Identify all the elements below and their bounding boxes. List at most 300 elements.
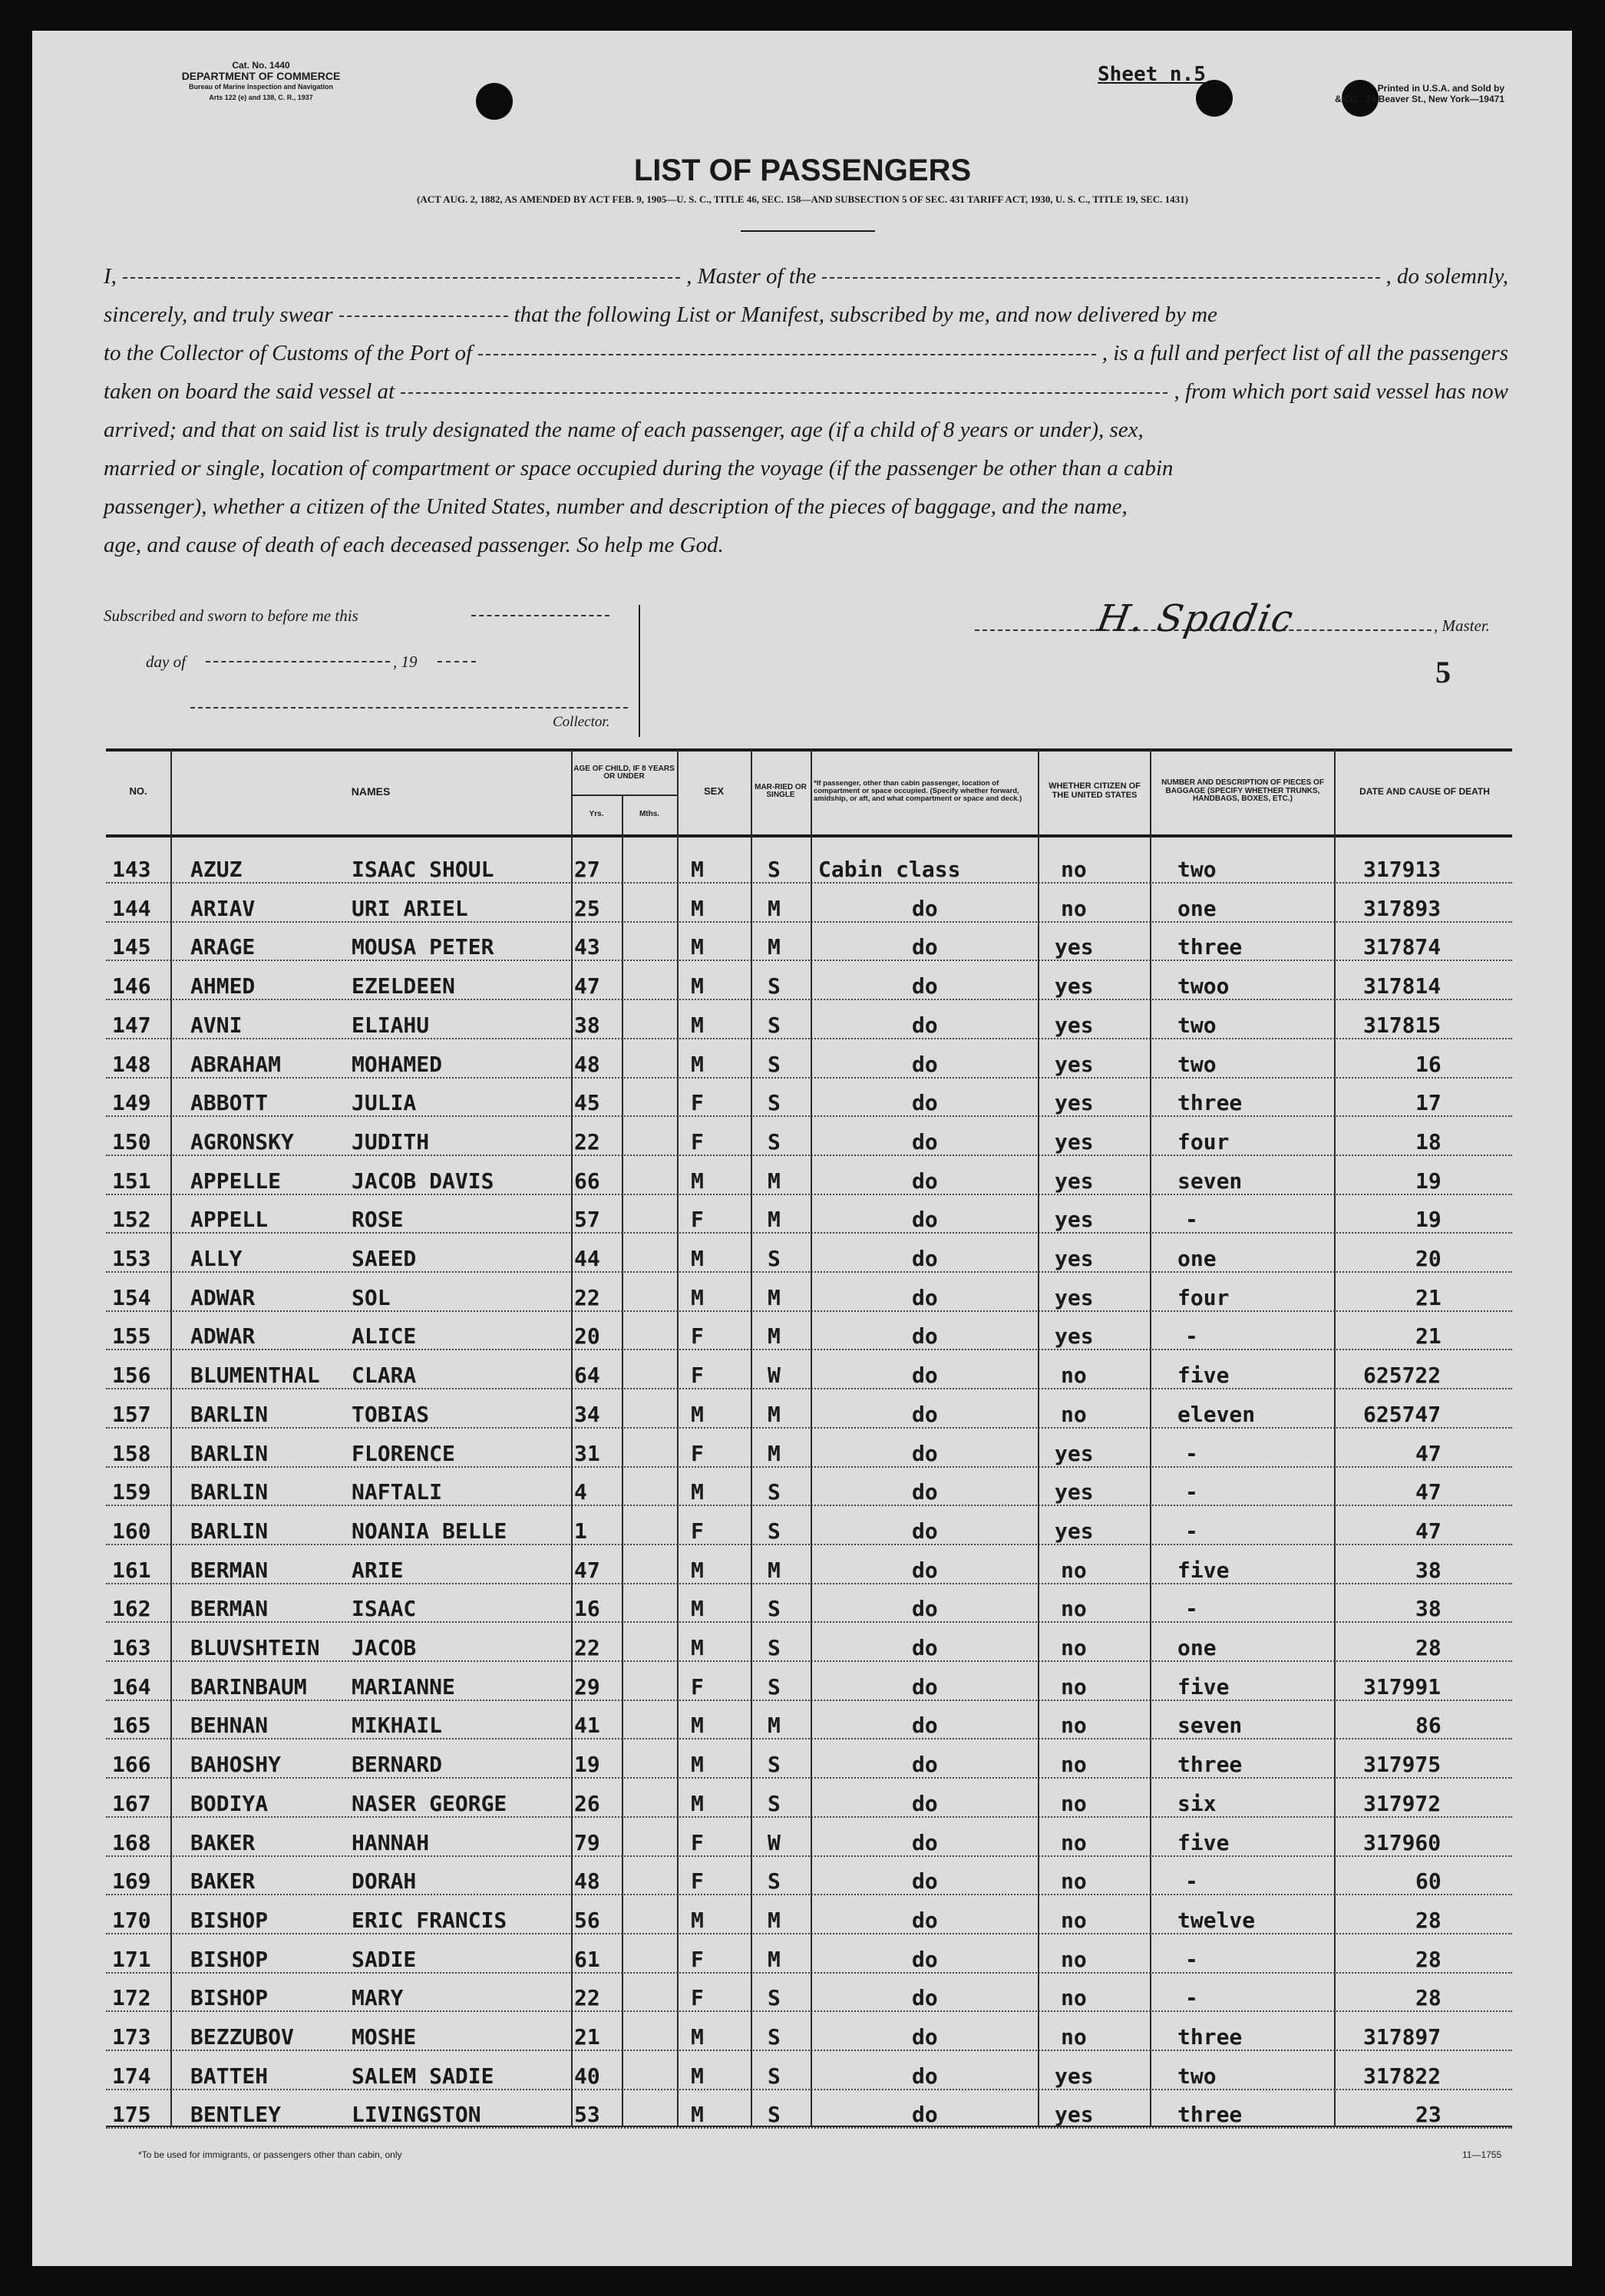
row-rule (106, 2089, 1512, 2090)
blank-field (471, 615, 609, 616)
cell-marital-status: M (768, 896, 781, 921)
cell-row-number: 162 (112, 1596, 151, 1621)
cell-death-record: 23 (1415, 2102, 1442, 2127)
cell-surname: ALLY (190, 1246, 243, 1271)
cell-marital-status: M (768, 1441, 781, 1466)
table-row (106, 1634, 1512, 1665)
row-rule (106, 1816, 1512, 1818)
cell-baggage: four (1177, 1129, 1230, 1155)
cell-given-names: BERNARD (352, 1752, 443, 1777)
cell-sex: M (691, 1596, 704, 1621)
table-row (106, 2023, 1512, 2054)
printer-line: Printed in U.S.A. and Sold by (1377, 83, 1504, 94)
cell-age: 66 (574, 1168, 600, 1194)
cell-sex: F (691, 1947, 704, 1972)
cell-compartment: do (912, 2063, 938, 2089)
cell-citizen: no (1061, 2024, 1087, 2050)
cell-row-number: 159 (112, 1479, 151, 1505)
table-row (106, 1440, 1512, 1471)
cell-citizen: yes (1055, 1246, 1094, 1271)
cell-surname: BERMAN (190, 1596, 269, 1621)
cell-surname: BARLIN (190, 1518, 269, 1544)
cell-surname: BAHOSHY (190, 1752, 282, 1777)
row-rule (106, 1855, 1512, 1857)
cell-baggage: three (1177, 2024, 1243, 2050)
table-row (106, 1206, 1512, 1237)
cell-compartment: do (912, 1013, 938, 1038)
cell-marital-status: M (768, 1207, 781, 1232)
cell-compartment: do (912, 1674, 938, 1700)
cell-baggage: five (1177, 1830, 1230, 1855)
blank-field (339, 315, 508, 317)
cell-surname: ADWAR (190, 1285, 256, 1310)
catalog-number: Cat. No. 1440 (232, 60, 290, 71)
subscribed-text: Subscribed and sworn to before me this (104, 606, 358, 625)
cell-death-record: 625747 (1363, 1402, 1442, 1427)
table-row (106, 1012, 1512, 1042)
table-row (106, 1946, 1512, 1977)
cell-given-names: HANNAH (352, 1830, 430, 1855)
cell-row-number: 147 (112, 1013, 151, 1038)
cell-surname: AHMED (190, 973, 256, 999)
cell-given-names: URI ARIEL (352, 896, 468, 921)
cell-sex: M (691, 1402, 704, 1427)
oath-text: to the Collector of Customs of the Port of (104, 341, 473, 365)
table-row (106, 1401, 1512, 1432)
cell-surname: APPELLE (190, 1168, 282, 1194)
cell-baggage: three (1177, 1090, 1243, 1115)
cell-given-names: JUDITH (352, 1129, 430, 1155)
table-border (106, 834, 1512, 837)
cell-sex: M (691, 1013, 704, 1038)
cell-given-names: ARIE (352, 1558, 404, 1583)
header-age-group: AGE OF CHILD, IF 8 YEARS OR UNDER (573, 764, 675, 781)
cell-marital-status: S (768, 2102, 781, 2127)
cell-row-number: 157 (112, 1402, 151, 1427)
cell-citizen: no (1061, 1558, 1087, 1583)
cell-baggage: two (1177, 1013, 1217, 1038)
cell-given-names: ROSE (352, 1207, 404, 1232)
cell-sex: M (691, 1558, 704, 1583)
cell-baggage: - (1185, 1985, 1198, 2010)
header-citizen: WHETHER CITIZEN OF THE UNITED STATES (1049, 781, 1141, 800)
oath-text: I, (104, 264, 117, 289)
cell-baggage: - (1185, 1207, 1198, 1232)
cell-compartment: do (912, 1518, 938, 1544)
row-rule (106, 1155, 1512, 1156)
cell-baggage: - (1185, 1947, 1198, 1972)
cell-age: 34 (574, 1402, 600, 1427)
cell-sex: M (691, 2102, 704, 2127)
cell-age: 16 (574, 1596, 600, 1621)
blank-field (478, 354, 1096, 355)
cell-citizen: yes (1055, 1090, 1094, 1115)
cell-sex: M (691, 1285, 704, 1310)
cell-age: 44 (574, 1246, 600, 1271)
cell-given-names: SALEM SADIE (352, 2063, 494, 2089)
day-of-label: day of (146, 652, 186, 671)
row-rule (106, 1077, 1512, 1079)
cell-surname: BLUVSHTEIN (190, 1635, 320, 1660)
cell-sex: F (691, 1518, 704, 1544)
cell-marital-status: M (768, 1713, 781, 1738)
cell-marital-status: M (768, 1402, 781, 1427)
cell-baggage: one (1177, 1635, 1217, 1660)
cell-age: 40 (574, 2063, 600, 2089)
cell-compartment: do (912, 1830, 938, 1855)
cell-baggage: - (1185, 1596, 1198, 1621)
cell-citizen: no (1061, 1908, 1087, 1933)
cell-compartment: do (912, 1246, 938, 1271)
table-row (106, 1245, 1512, 1276)
row-rule (106, 1894, 1512, 1895)
cell-sex: F (691, 1441, 704, 1466)
cell-sex: M (691, 896, 704, 921)
cell-age: 79 (574, 1830, 600, 1855)
cell-age: 56 (574, 1908, 600, 1933)
cell-compartment: do (912, 1752, 938, 1777)
cell-compartment: do (912, 1363, 938, 1388)
cell-age: 41 (574, 1713, 600, 1738)
cell-row-number: 163 (112, 1635, 151, 1660)
cell-death-record: 21 (1415, 1323, 1442, 1349)
cell-death-record: 38 (1415, 1558, 1442, 1583)
cell-given-names: TOBIAS (352, 1402, 430, 1427)
cell-citizen: yes (1055, 1129, 1094, 1155)
cell-age: 22 (574, 1285, 600, 1310)
cell-sex: M (691, 2024, 704, 2050)
cell-given-names: SADIE (352, 1947, 417, 1972)
cell-death-record: 17 (1415, 1090, 1442, 1115)
cell-age: 19 (574, 1752, 600, 1777)
cell-baggage: eleven (1177, 1402, 1256, 1427)
cell-compartment: do (912, 1090, 938, 1115)
cell-citizen: yes (1055, 1052, 1094, 1077)
row-rule (106, 1427, 1512, 1429)
cell-death-record: 317822 (1363, 2063, 1442, 2089)
row-rule (106, 1388, 1512, 1389)
blank-field (206, 661, 390, 662)
cell-given-names: NOANIA BELLE (352, 1518, 507, 1544)
cell-death-record: 19 (1415, 1168, 1442, 1194)
oath-text: , do solemnly, (1385, 264, 1509, 289)
cell-row-number: 173 (112, 2024, 151, 2050)
cell-row-number: 158 (112, 1441, 151, 1466)
cell-marital-status: S (768, 1246, 781, 1271)
cell-baggage: one (1177, 1246, 1217, 1271)
cell-surname: AVNI (190, 1013, 243, 1038)
cell-surname: BEZZUBOV (190, 2024, 294, 2050)
cell-death-record: 20 (1415, 1246, 1442, 1271)
cell-row-number: 171 (112, 1947, 151, 1972)
cell-baggage: one (1177, 896, 1217, 921)
table-row (106, 1868, 1512, 1898)
cell-death-record: 38 (1415, 1596, 1442, 1621)
oath-text: sincerely, and truly swear (104, 302, 333, 327)
cell-age: 26 (574, 1791, 600, 1816)
cell-baggage: twoo (1177, 973, 1230, 999)
cell-sex: F (691, 1868, 704, 1894)
blank-field (123, 277, 680, 279)
cell-age: 21 (574, 2024, 600, 2050)
cell-marital-status: S (768, 1479, 781, 1505)
cell-marital-status: M (768, 1908, 781, 1933)
table-row (106, 1790, 1512, 1821)
cell-row-number: 148 (112, 1052, 151, 1077)
cell-compartment: do (912, 1168, 938, 1194)
department-name: DEPARTMENT OF COMMERCE (181, 70, 341, 82)
cell-compartment: do (912, 934, 938, 960)
row-rule (106, 999, 1512, 1000)
cell-row-number: 155 (112, 1323, 151, 1349)
cell-sex: M (691, 1791, 704, 1816)
collector-label: Collector. (553, 714, 610, 730)
table-row (106, 1518, 1512, 1548)
cell-citizen: yes (1055, 1285, 1094, 1310)
cell-sex: M (691, 1479, 704, 1505)
cell-row-number: 174 (112, 2063, 151, 2089)
cell-row-number: 160 (112, 1518, 151, 1544)
cell-death-record: 86 (1415, 1713, 1442, 1738)
year-label: , 19 (393, 652, 418, 671)
cell-death-record: 317815 (1363, 1013, 1442, 1038)
oath-text: that the following List or Manifest, subscribed by me, and now delivered by me (514, 302, 1217, 327)
cell-citizen: no (1061, 1868, 1087, 1894)
cell-marital-status: S (768, 1596, 781, 1621)
row-rule (106, 1972, 1512, 1974)
cell-baggage: seven (1177, 1713, 1243, 1738)
row-rule (106, 1583, 1512, 1584)
cell-given-names: MARY (352, 1985, 404, 2010)
table-row (106, 2101, 1512, 2132)
cell-age: 61 (574, 1947, 600, 1972)
cell-row-number: 175 (112, 2102, 151, 2127)
cell-baggage: two (1177, 2063, 1217, 2089)
cell-marital-status: S (768, 2024, 781, 2050)
cell-sex: M (691, 1752, 704, 1777)
row-rule (106, 2127, 1512, 2129)
cell-compartment: do (912, 1323, 938, 1349)
cell-death-record: 317960 (1363, 1830, 1442, 1855)
cell-compartment: do (912, 1558, 938, 1583)
row-rule (106, 1700, 1512, 1701)
cell-sex: M (691, 973, 704, 999)
cell-death-record: 317893 (1363, 896, 1442, 921)
row-rule (106, 1232, 1512, 1234)
cell-death-record: 28 (1415, 1947, 1442, 1972)
cell-row-number: 165 (112, 1713, 151, 1738)
cell-age: 53 (574, 2102, 600, 2127)
cell-given-names: ELIAHU (352, 1013, 430, 1038)
cell-age: 27 (574, 857, 600, 882)
cell-sex: F (691, 1830, 704, 1855)
cell-surname: BENTLEY (190, 2102, 282, 2127)
cell-compartment: do (912, 1129, 938, 1155)
cell-age: 4 (574, 1479, 587, 1505)
row-rule (106, 1621, 1512, 1623)
cell-surname: BISHOP (190, 1908, 269, 1933)
cell-marital-status: M (768, 1323, 781, 1349)
act-citation: (ACT AUG. 2, 1882, AS AMENDED BY ACT FEB. 9, 1905—U. S. C., TITLE 46, SEC. 158—AND SUBSECTION 5 OF SEC. 431 TARIFF ACT, 1930, U. S. C., TITLE 19, SEC. 1431) (417, 193, 1188, 205)
cell-death-record: 317913 (1363, 857, 1442, 882)
cell-baggage: - (1185, 1479, 1198, 1505)
cell-compartment: do (912, 1713, 938, 1738)
cell-given-names: NASER GEORGE (352, 1791, 507, 1816)
cell-compartment: do (912, 1285, 938, 1310)
regulation-articles: Arts 122 (e) and 138, C. R., 1937 (209, 94, 313, 101)
cell-surname: ABRAHAM (190, 1052, 282, 1077)
blank-field (822, 277, 1379, 279)
cell-death-record: 28 (1415, 1908, 1442, 1933)
cell-marital-status: S (768, 1791, 781, 1816)
table-row (106, 1829, 1512, 1860)
cell-citizen: no (1061, 896, 1087, 921)
cell-marital-status: S (768, 1013, 781, 1038)
cell-baggage: four (1177, 1285, 1230, 1310)
cell-given-names: MOHAMED (352, 1052, 443, 1077)
cell-citizen: yes (1055, 1168, 1094, 1194)
header-baggage: NUMBER AND DESCRIPTION OF PIECES OF BAGGAGE (SPECIFY WHETHER TRUNKS, HANDBAGS, BOXES, ETC.) (1161, 778, 1324, 804)
sheet-number: Sheet n.5 (1098, 63, 1206, 86)
cell-given-names: SAEED (352, 1246, 417, 1271)
cell-baggage: five (1177, 1363, 1230, 1388)
row-rule (106, 1115, 1512, 1117)
header-no: NO. (129, 785, 147, 798)
department-header (81, 60, 441, 103)
cell-baggage: seven (1177, 1168, 1243, 1194)
oath-line (104, 341, 1508, 366)
row-rule (106, 1505, 1512, 1506)
cell-row-number: 151 (112, 1168, 151, 1194)
row-rule (106, 2010, 1512, 2012)
footnote: *To be used for immigrants, or passengers other than cabin, only (138, 2149, 402, 2160)
cell-given-names: JACOB DAVIS (352, 1168, 494, 1194)
cell-marital-status: M (768, 1285, 781, 1310)
cell-citizen: no (1061, 1985, 1087, 2010)
cell-marital-status: S (768, 1752, 781, 1777)
oath-text: taken on board the said vessel at (104, 379, 395, 404)
cell-age: 47 (574, 1558, 600, 1583)
cell-citizen: yes (1055, 934, 1094, 960)
oath-line: arrived; and that on said list is truly designated the name of each passenger, age (if a child of 8 years or under), sex, (104, 418, 1144, 442)
cell-surname: APPELL (190, 1207, 269, 1232)
row-rule (106, 1933, 1512, 1934)
cell-marital-status: W (768, 1363, 781, 1388)
table-row (106, 1128, 1512, 1159)
cell-row-number: 164 (112, 1674, 151, 1700)
cell-citizen: no (1061, 1402, 1087, 1427)
cell-baggage: three (1177, 1752, 1243, 1777)
row-rule (106, 1349, 1512, 1350)
cell-baggage: - (1185, 1868, 1198, 1894)
cell-given-names: FLORENCE (352, 1441, 455, 1466)
cell-compartment: do (912, 973, 938, 999)
cell-baggage: five (1177, 1674, 1230, 1700)
header-names: NAMES (351, 785, 391, 798)
row-rule (106, 1194, 1512, 1195)
cell-given-names: ISAAC SHOUL (352, 857, 494, 882)
cell-surname: AZUZ (190, 857, 243, 882)
cell-age: 31 (574, 1441, 600, 1466)
cell-age: 1 (574, 1518, 587, 1544)
cell-surname: BAKER (190, 1830, 256, 1855)
table-row (106, 2063, 1512, 2093)
table-row (106, 1984, 1512, 2015)
cell-marital-status: S (768, 1090, 781, 1115)
table-row (106, 895, 1512, 926)
cell-sex: M (691, 934, 704, 960)
row-rule (106, 1466, 1512, 1468)
cell-marital-status: S (768, 1635, 781, 1660)
cell-marital-status: M (768, 1558, 781, 1583)
table-row (106, 1323, 1512, 1353)
oath-line: age, and cause of death of each deceased passenger. So help me God. (104, 533, 724, 557)
table-row (106, 856, 1512, 887)
row-rule (106, 2050, 1512, 2051)
cell-age: 43 (574, 934, 600, 960)
cell-death-record: 317972 (1363, 1791, 1442, 1816)
table-row (106, 1751, 1512, 1782)
cell-compartment: do (912, 1947, 938, 1972)
punch-hole (476, 83, 513, 120)
cell-marital-status: S (768, 2063, 781, 2089)
cell-sex: M (691, 1713, 704, 1738)
cell-surname: BODIYA (190, 1791, 269, 1816)
header-months: Mths. (639, 809, 660, 818)
cell-sex: M (691, 1052, 704, 1077)
cell-sex: M (691, 1168, 704, 1194)
cell-sex: M (691, 1635, 704, 1660)
cell-death-record: 21 (1415, 1285, 1442, 1310)
cell-surname: BARLIN (190, 1402, 269, 1427)
table-row (106, 1478, 1512, 1509)
cell-surname: ARIAV (190, 896, 256, 921)
cell-given-names: MARIANNE (352, 1674, 455, 1700)
cell-marital-status: S (768, 1129, 781, 1155)
cell-age: 47 (574, 973, 600, 999)
cell-surname: ARAGE (190, 934, 256, 960)
cell-surname: BEHNAN (190, 1713, 269, 1738)
cell-surname: BAKER (190, 1868, 256, 1894)
cell-baggage: five (1177, 1558, 1230, 1583)
cell-given-names: SOL (352, 1285, 391, 1310)
cell-citizen: no (1061, 1363, 1087, 1388)
oath-line (104, 302, 1508, 328)
cell-given-names: CLARA (352, 1363, 417, 1388)
row-rule (106, 1777, 1512, 1779)
passenger-table (106, 748, 1512, 2126)
cell-citizen: no (1061, 1596, 1087, 1621)
cell-age: 38 (574, 1013, 600, 1038)
cell-marital-status: S (768, 857, 781, 882)
cell-sex: M (691, 2063, 704, 2089)
cell-compartment: do (912, 2102, 938, 2127)
table-row (106, 1712, 1512, 1743)
row-rule (106, 1310, 1512, 1312)
cell-row-number: 150 (112, 1129, 151, 1155)
cell-given-names: ERIC FRANCIS (352, 1908, 507, 1933)
row-rule (106, 1038, 1512, 1039)
cell-baggage: six (1177, 1791, 1217, 1816)
cell-row-number: 143 (112, 857, 151, 882)
cell-age: 29 (574, 1674, 600, 1700)
cell-row-number: 149 (112, 1090, 151, 1115)
cell-given-names: MOUSA PETER (352, 934, 494, 960)
cell-given-names: MIKHAIL (352, 1713, 443, 1738)
cell-marital-status: M (768, 1947, 781, 1972)
table-row (106, 1051, 1512, 1082)
cell-compartment: do (912, 1207, 938, 1232)
